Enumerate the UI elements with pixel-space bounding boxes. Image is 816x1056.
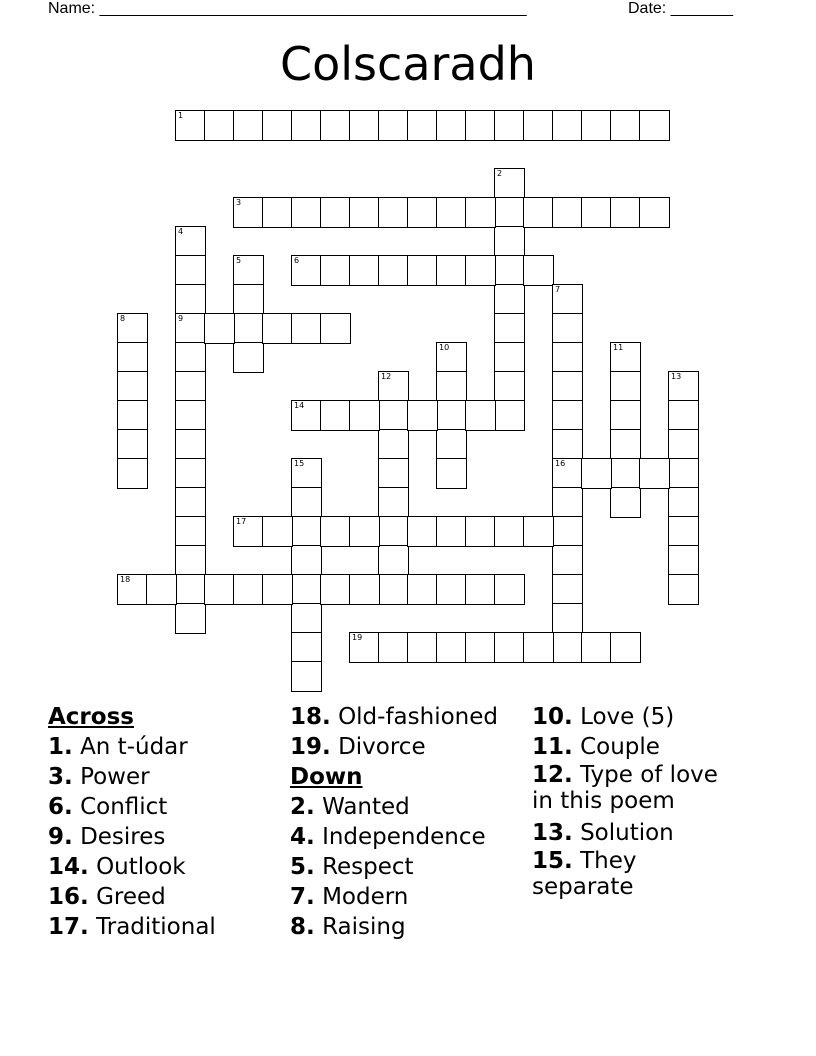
grid-cell[interactable] bbox=[175, 226, 206, 257]
grid-cell[interactable] bbox=[494, 632, 525, 663]
grid-cell[interactable] bbox=[552, 487, 583, 518]
grid-cell[interactable] bbox=[523, 632, 554, 663]
grid-cell[interactable] bbox=[233, 197, 264, 228]
grid-cell[interactable] bbox=[552, 545, 583, 576]
down-heading: Down bbox=[290, 764, 363, 790]
grid-cell[interactable] bbox=[436, 516, 467, 547]
grid-cell[interactable] bbox=[494, 574, 525, 605]
grid-cell[interactable] bbox=[117, 574, 148, 605]
grid-cell[interactable] bbox=[494, 168, 525, 199]
grid-cell[interactable] bbox=[378, 371, 409, 402]
grid-cell[interactable] bbox=[668, 487, 699, 518]
grid-cell[interactable] bbox=[378, 632, 409, 663]
clue-number: 19 bbox=[352, 633, 363, 642]
grid-cell[interactable] bbox=[668, 371, 699, 402]
grid-cell[interactable] bbox=[204, 313, 235, 344]
grid-cell[interactable] bbox=[494, 255, 525, 286]
grid-cell[interactable] bbox=[639, 110, 670, 141]
grid-cell[interactable] bbox=[552, 516, 583, 547]
grid-cell[interactable] bbox=[407, 516, 438, 547]
page-title: Colscaradh bbox=[280, 37, 536, 91]
grid-cell[interactable] bbox=[262, 574, 293, 605]
grid-cell[interactable] bbox=[465, 255, 496, 286]
grid-cell[interactable] bbox=[320, 574, 351, 605]
grid-cell[interactable] bbox=[117, 400, 148, 431]
grid-cell[interactable] bbox=[552, 458, 583, 489]
grid-cell[interactable] bbox=[320, 110, 351, 141]
grid-cell[interactable] bbox=[436, 632, 467, 663]
clue-number: 3 bbox=[236, 198, 242, 207]
grid-cell[interactable] bbox=[233, 110, 264, 141]
grid-cell[interactable] bbox=[552, 342, 583, 373]
grid-cell[interactable] bbox=[262, 197, 293, 228]
grid-cell[interactable] bbox=[436, 197, 467, 228]
grid-cell[interactable] bbox=[494, 226, 525, 257]
grid-cell[interactable] bbox=[117, 342, 148, 373]
grid-cell[interactable] bbox=[552, 110, 583, 141]
grid-cell[interactable] bbox=[581, 458, 612, 489]
grid-cell[interactable] bbox=[552, 603, 583, 634]
grid-cell[interactable] bbox=[175, 458, 206, 489]
grid-cell[interactable] bbox=[378, 458, 409, 489]
clue-down-12: 12. Type of love in this poem bbox=[532, 762, 718, 814]
grid-cell[interactable] bbox=[465, 574, 496, 605]
clue-number: 2 bbox=[497, 169, 503, 178]
clue-number: 11 bbox=[613, 343, 624, 352]
grid-cell[interactable] bbox=[610, 400, 641, 431]
clue-number: 12 bbox=[381, 372, 392, 381]
clues-column-1 bbox=[48, 702, 283, 942]
grid-cell[interactable] bbox=[320, 197, 351, 228]
grid-cell[interactable] bbox=[552, 429, 583, 460]
grid-cell[interactable] bbox=[552, 574, 583, 605]
clue-down-7: 7. Modern bbox=[290, 884, 409, 910]
grid-cell[interactable] bbox=[552, 371, 583, 402]
grid-cell[interactable] bbox=[523, 110, 554, 141]
clue-across-6: 6. Conflict bbox=[48, 794, 168, 820]
across-heading: Across bbox=[48, 704, 134, 730]
grid-cell[interactable] bbox=[233, 284, 264, 315]
grid-cell[interactable] bbox=[610, 197, 641, 228]
grid-cell[interactable] bbox=[291, 545, 322, 576]
clue-number: 18 bbox=[120, 575, 131, 584]
clue-number: 4 bbox=[178, 227, 184, 236]
grid-cell[interactable] bbox=[378, 255, 409, 286]
clue-number: 13 bbox=[671, 372, 682, 381]
grid-cell[interactable] bbox=[523, 197, 554, 228]
grid-cell[interactable] bbox=[349, 197, 380, 228]
grid-cell[interactable] bbox=[291, 400, 322, 431]
grid-cell[interactable] bbox=[175, 110, 206, 141]
grid-cell[interactable] bbox=[349, 574, 380, 605]
grid-cell[interactable] bbox=[378, 574, 409, 605]
grid-cell[interactable] bbox=[436, 400, 467, 431]
clue-across-19: 19. Divorce bbox=[290, 734, 426, 760]
grid-cell[interactable] bbox=[233, 313, 264, 344]
grid-cell[interactable] bbox=[668, 516, 699, 547]
grid-cell[interactable] bbox=[320, 400, 351, 431]
grid-cell[interactable] bbox=[407, 110, 438, 141]
grid-cell[interactable] bbox=[378, 400, 409, 431]
clue-number: 1 bbox=[178, 111, 184, 120]
grid-cell[interactable] bbox=[610, 429, 641, 460]
grid-cell[interactable] bbox=[175, 429, 206, 460]
grid-cell[interactable] bbox=[668, 400, 699, 431]
grid-cell[interactable] bbox=[291, 313, 322, 344]
grid-cell[interactable] bbox=[349, 632, 380, 663]
grid-cell[interactable] bbox=[175, 371, 206, 402]
clue-down-5: 5. Respect bbox=[290, 854, 414, 880]
grid-cell[interactable] bbox=[436, 371, 467, 402]
grid-cell[interactable] bbox=[552, 284, 583, 315]
grid-cell[interactable] bbox=[291, 197, 322, 228]
grid-cell[interactable] bbox=[668, 574, 699, 605]
grid-cell[interactable] bbox=[552, 197, 583, 228]
grid-cell[interactable] bbox=[204, 574, 235, 605]
grid-cell[interactable] bbox=[552, 313, 583, 344]
grid-cell[interactable] bbox=[668, 429, 699, 460]
grid-cell[interactable] bbox=[552, 400, 583, 431]
grid-cell[interactable] bbox=[146, 574, 177, 605]
grid-cell[interactable] bbox=[523, 255, 554, 286]
grid-cell[interactable] bbox=[610, 371, 641, 402]
clue-down-10: 10. Love (5) bbox=[532, 704, 675, 730]
grid-cell[interactable] bbox=[668, 458, 699, 489]
grid-cell[interactable] bbox=[320, 255, 351, 286]
grid-cell[interactable] bbox=[407, 255, 438, 286]
clue-across-14: 14. Outlook bbox=[48, 854, 186, 880]
grid-cell[interactable] bbox=[262, 313, 293, 344]
grid-cell[interactable] bbox=[204, 110, 235, 141]
grid-cell[interactable] bbox=[407, 197, 438, 228]
date-field-label: Date: _______ bbox=[628, 0, 733, 17]
clue-down-15: 15. They separate bbox=[532, 848, 637, 900]
clue-number: 5 bbox=[236, 256, 242, 265]
grid-cell[interactable] bbox=[291, 110, 322, 141]
grid-cell[interactable] bbox=[610, 110, 641, 141]
grid-cell[interactable] bbox=[494, 197, 525, 228]
clue-number: 9 bbox=[178, 314, 184, 323]
grid-cell[interactable] bbox=[117, 313, 148, 344]
grid-cell[interactable] bbox=[291, 603, 322, 634]
grid-cell[interactable] bbox=[349, 400, 380, 431]
grid-cell[interactable] bbox=[465, 197, 496, 228]
grid-cell[interactable] bbox=[378, 197, 409, 228]
grid-cell[interactable] bbox=[610, 632, 641, 663]
grid-cell[interactable] bbox=[407, 400, 438, 431]
grid-cell[interactable] bbox=[494, 284, 525, 315]
grid-cell[interactable] bbox=[581, 197, 612, 228]
grid-cell[interactable] bbox=[349, 110, 380, 141]
grid-cell[interactable] bbox=[291, 516, 322, 547]
clue-number: 17 bbox=[236, 517, 247, 526]
grid-cell[interactable] bbox=[494, 110, 525, 141]
grid-cell[interactable] bbox=[407, 632, 438, 663]
clue-across-1: 1. An t-údar bbox=[48, 734, 188, 760]
clue-across-9: 9. Desires bbox=[48, 824, 166, 850]
grid-cell[interactable] bbox=[436, 110, 467, 141]
name-field-label: Name: ________________________________________________ bbox=[48, 0, 527, 17]
grid-cell[interactable] bbox=[378, 516, 409, 547]
grid-cell[interactable] bbox=[610, 342, 641, 373]
grid-cell[interactable] bbox=[494, 342, 525, 373]
grid-cell[interactable] bbox=[465, 632, 496, 663]
grid-cell[interactable] bbox=[581, 632, 612, 663]
grid-cell[interactable] bbox=[523, 516, 554, 547]
grid-cell[interactable] bbox=[378, 110, 409, 141]
grid-cell[interactable] bbox=[494, 400, 525, 431]
grid-cell[interactable] bbox=[291, 458, 322, 489]
grid-cell[interactable] bbox=[378, 487, 409, 518]
grid-cell[interactable] bbox=[436, 342, 467, 373]
grid-cell[interactable] bbox=[494, 371, 525, 402]
grid-cell[interactable] bbox=[233, 574, 264, 605]
grid-cell[interactable] bbox=[117, 429, 148, 460]
clue-down-2: 2. Wanted bbox=[290, 794, 410, 820]
grid-cell[interactable] bbox=[407, 574, 438, 605]
clues-column-2 bbox=[290, 702, 530, 942]
grid-cell[interactable] bbox=[291, 487, 322, 518]
grid-cell[interactable] bbox=[320, 516, 351, 547]
clues-column-3 bbox=[532, 702, 772, 904]
clue-down-4: 4. Independence bbox=[290, 824, 486, 850]
grid-cell[interactable] bbox=[262, 516, 293, 547]
clue-down-13: 13. Solution bbox=[532, 820, 674, 846]
grid-cell[interactable] bbox=[465, 400, 496, 431]
grid-cell[interactable] bbox=[639, 458, 670, 489]
clue-down-8: 8. Raising bbox=[290, 914, 406, 940]
grid-cell[interactable] bbox=[465, 110, 496, 141]
grid-cell[interactable] bbox=[349, 255, 380, 286]
grid-cell[interactable] bbox=[175, 400, 206, 431]
clue-number: 8 bbox=[120, 314, 126, 323]
grid-cell[interactable] bbox=[175, 487, 206, 518]
clue-number: 7 bbox=[555, 285, 561, 294]
grid-cell[interactable] bbox=[233, 516, 264, 547]
grid-cell[interactable] bbox=[291, 632, 322, 663]
grid-cell[interactable] bbox=[175, 313, 206, 344]
clue-number: 15 bbox=[294, 459, 305, 468]
grid-cell[interactable] bbox=[436, 429, 467, 460]
clue-down-11: 11. Couple bbox=[532, 734, 660, 760]
grid-cell[interactable] bbox=[349, 516, 380, 547]
clue-across-17: 17. Traditional bbox=[48, 914, 216, 940]
grid-cell[interactable] bbox=[175, 603, 206, 634]
grid-cell[interactable] bbox=[117, 458, 148, 489]
grid-cell[interactable] bbox=[639, 197, 670, 228]
grid-cell[interactable] bbox=[291, 661, 322, 692]
clue-across-18: 18. Old-fashioned bbox=[290, 704, 498, 730]
grid-cell[interactable] bbox=[291, 574, 322, 605]
grid-cell[interactable] bbox=[175, 255, 206, 286]
grid-cell[interactable] bbox=[117, 371, 148, 402]
grid-cell[interactable] bbox=[494, 313, 525, 344]
clue-across-3: 3. Power bbox=[48, 764, 150, 790]
grid-cell[interactable] bbox=[378, 429, 409, 460]
grid-cell[interactable] bbox=[465, 516, 496, 547]
clue-number: 6 bbox=[294, 256, 300, 265]
grid-cell[interactable] bbox=[175, 516, 206, 547]
grid-cell[interactable] bbox=[291, 255, 322, 286]
grid-cell[interactable] bbox=[610, 458, 641, 489]
clue-number: 16 bbox=[555, 459, 566, 468]
grid-cell[interactable] bbox=[436, 574, 467, 605]
grid-cell[interactable] bbox=[436, 255, 467, 286]
grid-cell[interactable] bbox=[378, 545, 409, 576]
clue-number: 14 bbox=[294, 401, 305, 410]
grid-cell[interactable] bbox=[175, 284, 206, 315]
grid-cell[interactable] bbox=[610, 487, 641, 518]
grid-cell[interactable] bbox=[175, 574, 206, 605]
grid-cell[interactable] bbox=[494, 516, 525, 547]
grid-cell[interactable] bbox=[581, 110, 612, 141]
grid-cell[interactable] bbox=[175, 342, 206, 373]
grid-cell[interactable] bbox=[233, 342, 264, 373]
grid-cell[interactable] bbox=[175, 545, 206, 576]
grid-cell[interactable] bbox=[436, 458, 467, 489]
clue-number: 10 bbox=[439, 343, 450, 352]
clue-across-16: 16. Greed bbox=[48, 884, 166, 910]
grid-cell[interactable] bbox=[668, 545, 699, 576]
grid-cell[interactable] bbox=[320, 313, 351, 344]
grid-cell[interactable] bbox=[233, 255, 264, 286]
grid-cell[interactable] bbox=[552, 632, 583, 663]
grid-cell[interactable] bbox=[262, 110, 293, 141]
